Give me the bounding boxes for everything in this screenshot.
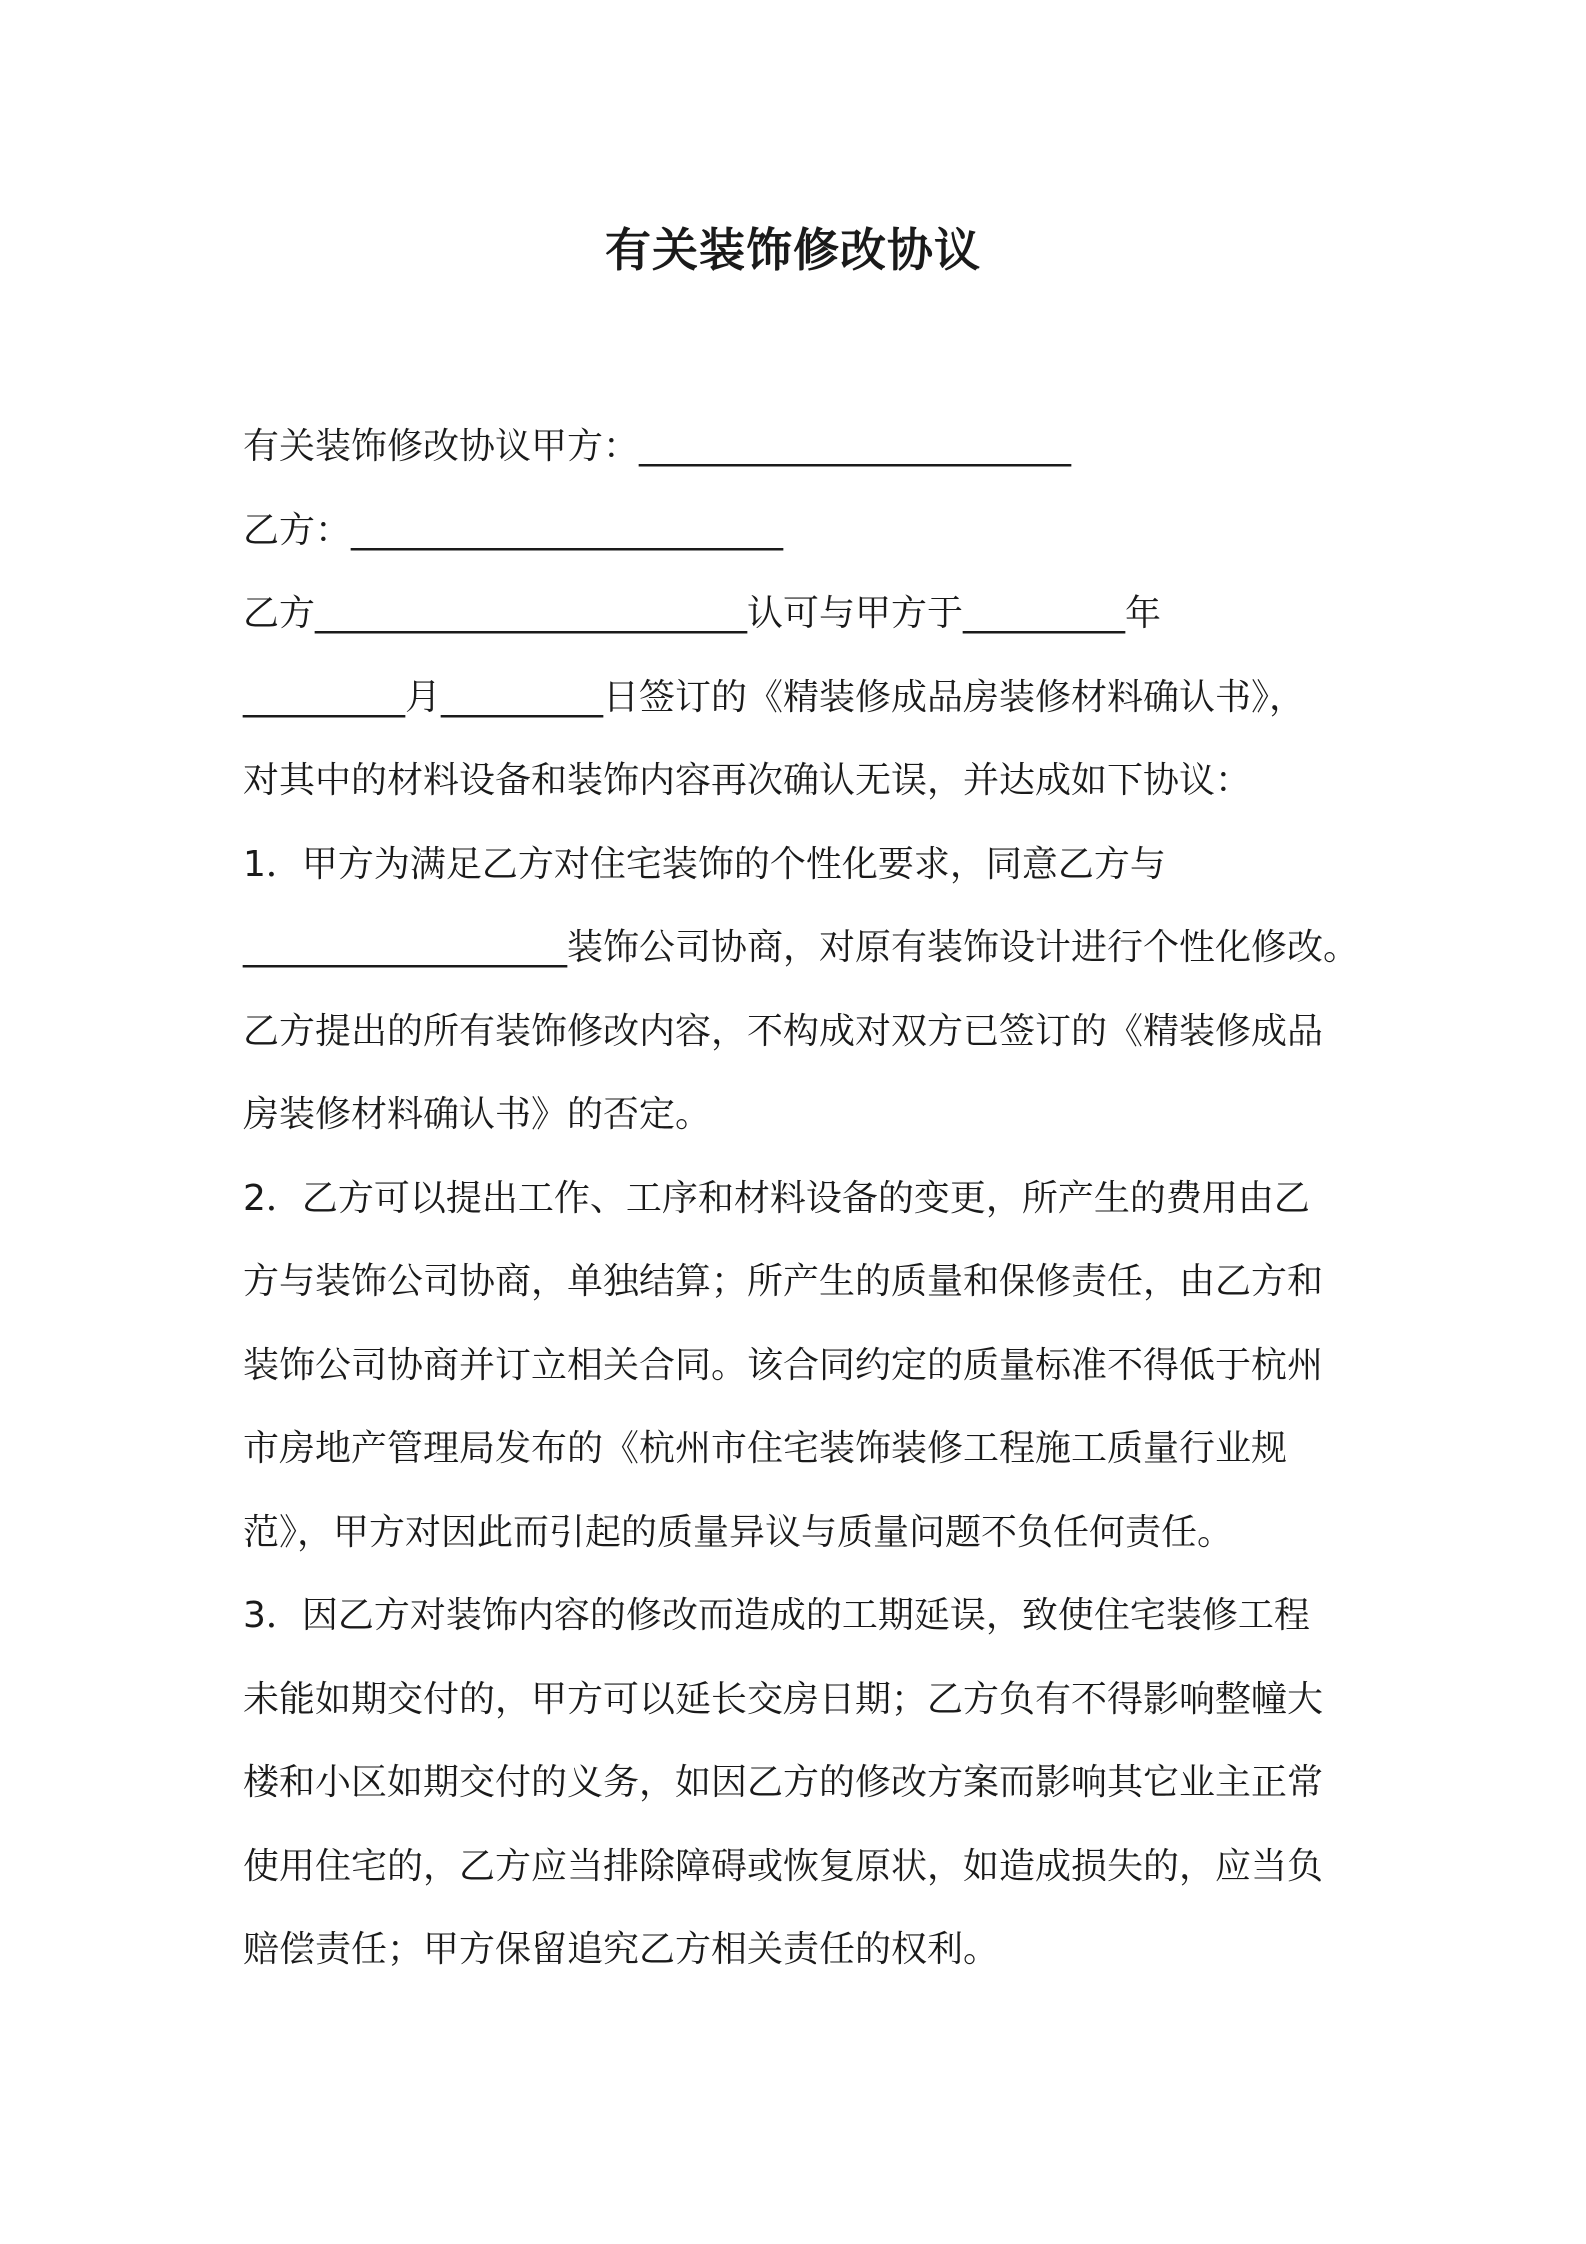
clause-3-line: 3．因乙方对装饰内容的修改而造成的工期延误，致使住宅装修工程 [243,1595,1310,1636]
clause-1-line: 乙方提出的所有装饰修改内容，不构成对双方已签订的《精装修成品 [243,1010,1324,1052]
clause-1-line: 房装修材料确认书》的否定。 [243,1094,712,1135]
clause-2-line: 市房地产管理局发布的《杭州市住宅装饰装修工程施工质量行业规 [243,1428,1288,1469]
document-title: 有关装饰修改协议 [605,223,981,277]
party-a-line: 有关装饰修改协议甲方：________________________ [243,426,1072,467]
preamble-line: _________月_________日签订的《精装修成品房装修材料确认书》， [243,676,1306,718]
clause-3-line: 未能如期交付的，甲方可以延长交房日期；乙方负有不得影响整幢大 [243,1678,1324,1720]
document-body [243,405,1360,1992]
clause-3-line: 赔偿责任；甲方保留追究乙方相关责任的权利。 [243,1929,1000,1970]
preamble-line: 乙方________________________认可与甲方于_________年 [243,593,1162,634]
clause-1-line: __________________装饰公司协商，对原有装饰设计进行个性化修改。 [243,927,1360,968]
clause-2-line: 方与装饰公司协商，单独结算；所产生的质量和保修责任，由乙方和 [243,1261,1324,1302]
clause-3-line: 使用住宅的，乙方应当排除障碍或恢复原状，如造成损失的，应当负 [243,1845,1324,1887]
clause-2-line: 2．乙方可以提出工作、工序和材料设备的变更，所产生的费用由乙 [243,1177,1310,1219]
clause-2-line: 装饰公司协商并订立相关合同。该合同约定的质量标准不得低于杭州 [243,1344,1324,1386]
preamble-line: 对其中的材料设备和装饰内容再次确认无误，并达成如下协议： [243,760,1252,801]
clause-2-line: 范》，甲方对因此而引起的质量异议与质量问题不负任何责任。 [243,1511,1234,1553]
clause-3-line: 楼和小区如期交付的义务，如因乙方的修改方案而影响其它业主正常 [243,1762,1324,1803]
party-b-line: 乙方：________________________ [243,509,784,551]
clause-1-line: 1．甲方为满足乙方对住宅装饰的个性化要求，同意乙方与 [243,843,1166,885]
